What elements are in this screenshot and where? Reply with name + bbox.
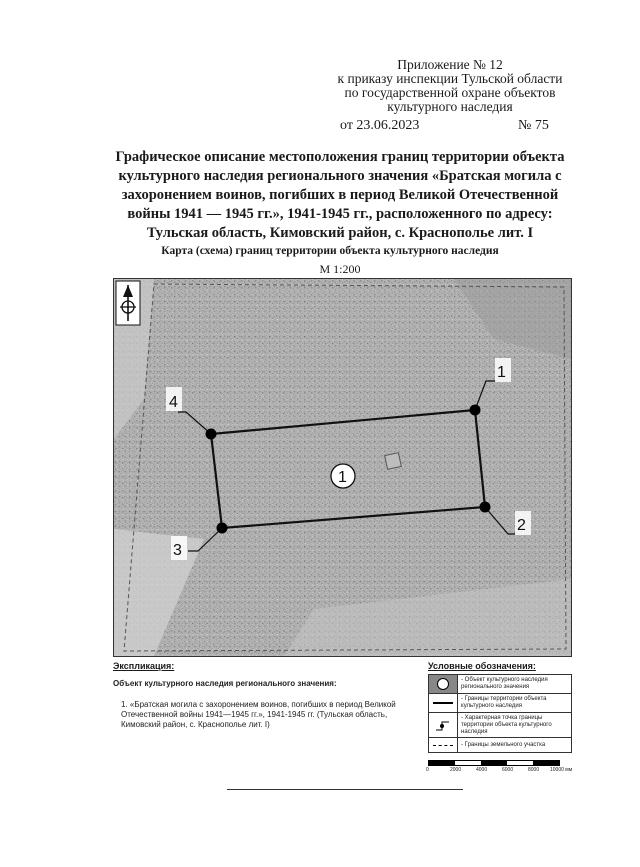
order-date: от 23.06.2023 — [340, 118, 420, 133]
map-caption: Карта (схема) границ территории объекта культурного наследия — [161, 245, 499, 257]
legend-item-boundary-line-1: - Границы территории объекта — [461, 696, 547, 702]
legend-item-point — [429, 713, 571, 738]
boundary-point-1 — [470, 405, 481, 416]
scale-tick-2: 4000 — [476, 767, 488, 773]
boundary-map — [113, 278, 572, 657]
legend-item-point-line-1: - Характерная точка границы — [461, 714, 543, 721]
north-arrow-icon — [116, 281, 140, 325]
land-plot-legend-icon — [429, 738, 458, 752]
boundary-point-2 — [480, 502, 491, 513]
legend-item-object — [429, 675, 571, 694]
boundary-point-4 — [206, 429, 217, 440]
point-label-4: 4 — [169, 394, 178, 411]
map-scale: М 1:200 — [319, 262, 361, 276]
legend-item-boundary-line-2: культурного наследия — [461, 703, 522, 709]
legend-item-point-line-2: территории объекта культурного — [461, 721, 552, 728]
scale-tick-1: 2000 — [450, 767, 462, 773]
legend-section — [428, 661, 573, 753]
explication-section — [113, 661, 413, 730]
scale-tick-4: 8000 — [528, 767, 540, 773]
scale-tick-3: 6000 — [502, 767, 514, 773]
legend-heading: Условные обозначения: — [428, 661, 536, 671]
document-title-line-3: захоронением воинов, погибших в период Великой Отечественной — [121, 187, 559, 203]
appendix-number: Приложение № 12 — [397, 57, 503, 72]
legend-item-object-line-2: регионального значения — [461, 684, 530, 690]
object-legend-icon — [429, 675, 458, 693]
boundary-line-legend-icon — [429, 694, 458, 712]
legend-item-boundary — [429, 694, 571, 713]
scale-tick-0: 0 — [426, 767, 429, 773]
legend-item-object-line-1: - Объект культурного наследия — [461, 677, 548, 683]
document-title-line-2: культурного наследия регионального значения «Братская могила с — [118, 168, 562, 184]
scale-bar — [428, 760, 578, 775]
explication-item-line-3: Кимовский район, с. Краснополье лит. I) — [121, 720, 270, 729]
point-legend-icon — [429, 713, 458, 737]
explication-heading: Экспликация: — [113, 661, 175, 671]
explication-item-line-1: 1. «Братская могила с захоронением воинов, погибших в период Великой — [121, 700, 396, 709]
point-label-1: 1 — [497, 364, 506, 381]
order-line-1: к приказу инспекции Тульской области — [337, 71, 563, 86]
legend-box — [428, 674, 572, 753]
order-number: № 75 — [518, 118, 549, 133]
order-line-2: по государственной охране объектов — [344, 85, 556, 100]
object-marker-label: 1 — [338, 469, 347, 486]
scale-tick-5: 10000 мм — [550, 767, 573, 773]
document-title-line-4: войны 1941 — 1945 гг.», 1941-1945 гг., расположенного по адресу: — [127, 206, 553, 222]
boundary-point-3 — [217, 523, 228, 534]
explication-item-line-2: Отечественной войны 1941—1945 гг.», 1941-1945 гг. (Тульская область, — [121, 710, 388, 719]
document-title-line-1: Графическое описание местоположения границ территории объекта — [115, 149, 565, 165]
scale-bar-graphic — [428, 760, 560, 766]
monument-square — [385, 453, 402, 470]
legend-item-land-plot-line-1: - Границы земельного участка — [461, 741, 546, 748]
explication-subheading: Объект культурного наследия регионального значения: — [113, 679, 337, 688]
document-title-line-5: Тульская область, Кимовский район, с. Краснополье лит. I — [146, 225, 534, 241]
order-line-3: культурного наследия — [387, 99, 513, 114]
legend-item-point-line-3: наследия — [461, 728, 488, 735]
point-label-3: 3 — [173, 542, 182, 559]
map-drawing — [114, 279, 571, 656]
footer-divider — [227, 789, 463, 790]
legend-item-land-plot — [429, 738, 571, 752]
point-label-2: 2 — [517, 517, 526, 534]
